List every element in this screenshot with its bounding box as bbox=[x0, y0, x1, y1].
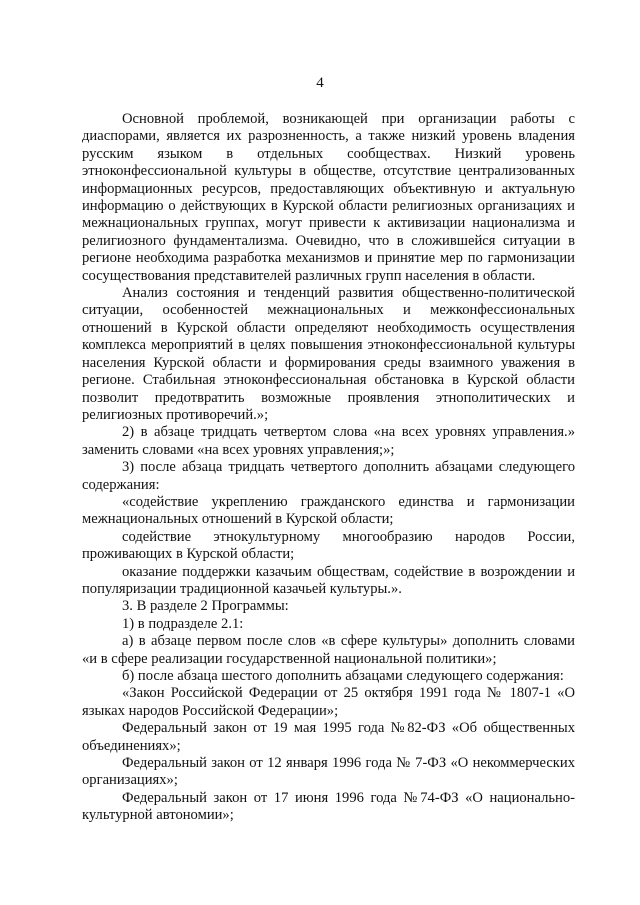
paragraph: содействие этнокультурному многообразию народов России, проживающих в Курской области; bbox=[82, 528, 575, 563]
paragraph: «Закон Российской Федерации от 25 октября 1991 года № 1807-1 «О языках народов Российской Федерации»; bbox=[82, 685, 575, 719]
paragraph: «содействие укреплению гражданского единства и гармонизации межнациональных отношений в Курской области; bbox=[82, 493, 575, 528]
paragraph: 3. В разделе 2 Программы: bbox=[122, 598, 289, 615]
page-number: 4 bbox=[316, 75, 324, 91]
paragraph: 1) в подразделе 2.1: bbox=[122, 615, 244, 632]
paragraph: Федеральный закон от 17 июня 1996 года №74-ФЗ «О национально-культурной автономии»; bbox=[82, 789, 575, 824]
paragraph: б) после абзаца шестого дополнить абзацами следующего содержания: bbox=[122, 668, 564, 684]
paragraph: 3) после абзаца тридцать четвертого дополнить абзацами следующего содержания: bbox=[82, 459, 575, 493]
paragraph: а) в абзаце первом после слов «в сфере культуры» дополнить словами «и в сфере реализации государственной национальной политики»; bbox=[82, 633, 575, 667]
paragraph: Основной проблемой, возникающей при организации работы с диаспорами, является их разрозненность, а также низкий уровень владения русским языком в отдельных сообществах. Низкий уровень этноконфессиональной культуры в обществе, отсутствие централизованных информационных ресурсов, предоставляющих объективную и актуальную информацию о действующих в Курской области религиозных организациях и межнациональных группах, могут привести к активизации национализма и религиозного фундаментализма. Очевидно, что в сложившейся ситуации в регионе необходима разработка механизмов и принятие мер по гармонизации сосуществования представителей различных групп населения в области. bbox=[82, 111, 575, 284]
paragraph: 2) в абзаце тридцать четвертом слова «на всех уровнях управления.» заменить словами «на всех уровнях управления;»; bbox=[82, 424, 575, 458]
paragraph: Анализ состояния и тенденций развития общественно-политической ситуации, особенностей межнациональных и межконфессиональных отношений в Курской области определяют необходимость осуществления комплекса мероприятий в целях повышения этноконфессиональной культуры населения Курской области и формирования среды взаимного уважения в регионе. Стабильная этноконфессиональная обстановка в Курской области позволит предотвратить возможные проявления этнополитических и религиозных противоречий.»; bbox=[82, 285, 575, 423]
paragraph: оказание поддержки казачьим обществам, содействие в возрождении и популяризации традиционной казачьей культуры.». bbox=[82, 563, 575, 597]
document-body bbox=[82, 111, 575, 825]
paragraph: Федеральный закон от 19 мая 1995 года №82-ФЗ «Об общественных объединениях»; bbox=[82, 720, 575, 754]
paragraph: Федеральный закон от 12 января 1996 года № 7-ФЗ «О некоммерческих организациях»; bbox=[82, 755, 575, 789]
